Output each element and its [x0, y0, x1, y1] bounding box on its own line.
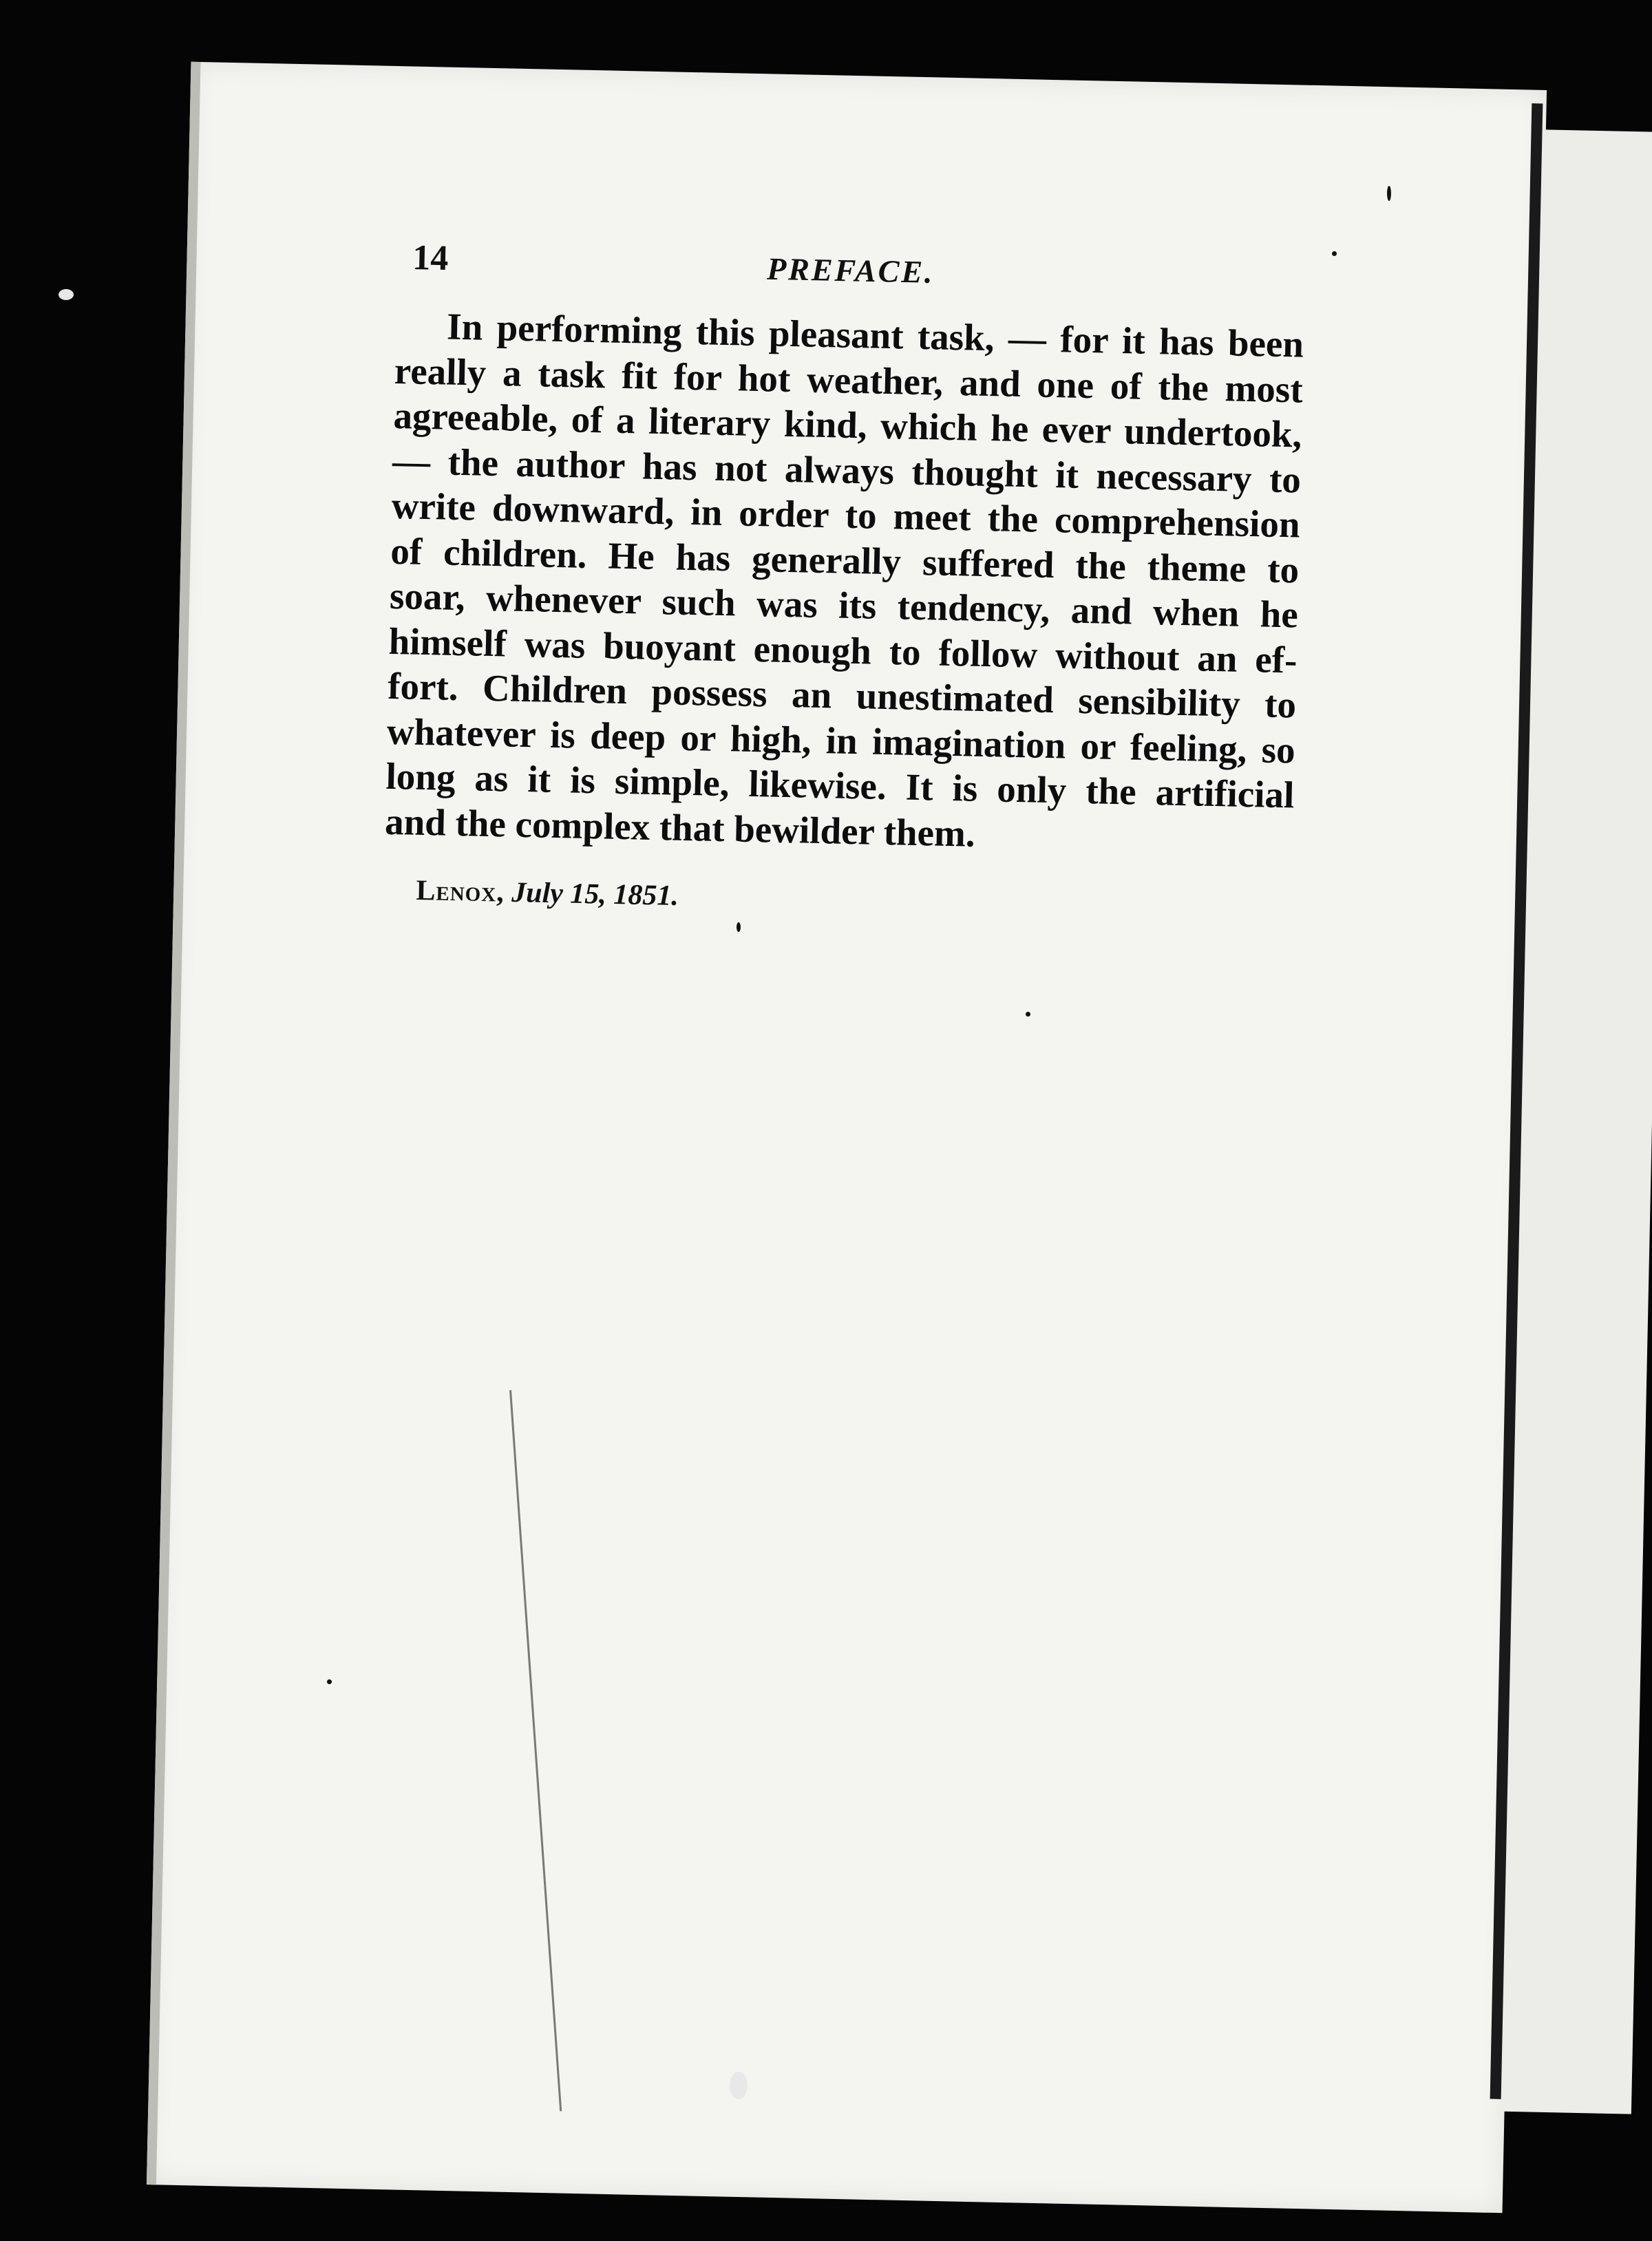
page-number: 14	[412, 237, 449, 279]
signature-place: Lenox,	[416, 874, 505, 909]
scan-speck	[730, 2072, 748, 2099]
running-head: PREFACE.	[766, 251, 935, 290]
paragraph-line: fort. Children possess an unestimated sensibility to	[387, 664, 1297, 726]
scan-speck	[1026, 1012, 1030, 1017]
scan-speck	[1387, 186, 1391, 201]
signature-line	[416, 874, 679, 913]
paragraph-line: whatever is deep or high, in imagination or feeling, so	[386, 710, 1296, 772]
scan-speck	[1332, 251, 1337, 256]
paragraph-line: write downward, in order to meet the comprehension	[391, 484, 1301, 546]
scan-speck	[327, 1679, 332, 1684]
paragraph-line: of children. He has generally suffered the theme to	[390, 529, 1300, 591]
preface-paragraph	[385, 303, 1304, 862]
paragraph-line: himself was buoyant enough to follow without an ef-	[388, 619, 1298, 681]
paragraph-line: In performing this pleasant task, — for it has been	[446, 305, 1304, 365]
paragraph-line: agreeable, of a literary kind, which he ever undertook,	[392, 394, 1302, 456]
signature-date: July 15, 1851.	[511, 876, 679, 912]
scan-speck	[737, 922, 741, 932]
scan-speck	[59, 289, 74, 300]
paragraph-line: soar, whenever such was its tendency, and when he	[389, 574, 1299, 636]
paragraph-line: really a task fit for hot weather, and one of the most	[394, 349, 1304, 411]
paragraph-line: — the author has not always thought it necessary to	[392, 439, 1302, 501]
paragraph-line: long as it is simple, likewise. It is only the artificial	[385, 754, 1295, 816]
paragraph-line: and the complex that bewilder them.	[384, 800, 976, 855]
